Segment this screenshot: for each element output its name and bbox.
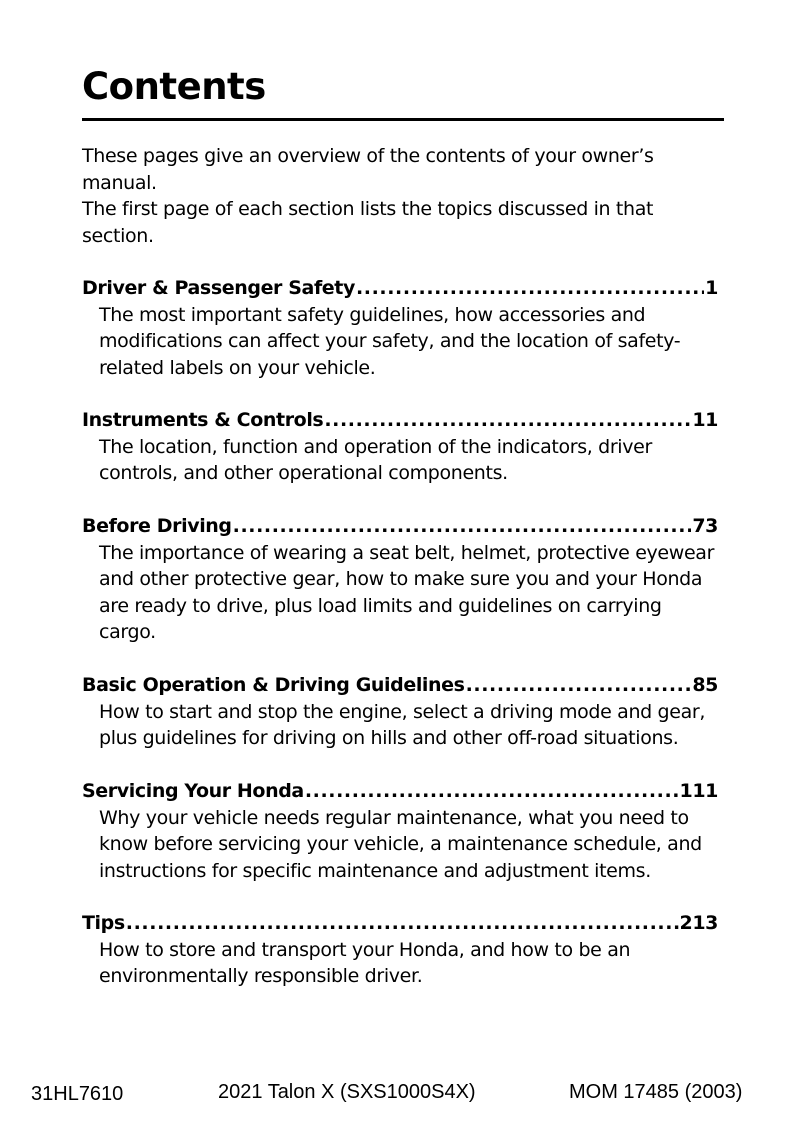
- toc-dot-leader: [305, 778, 679, 805]
- toc-entry-basic-operation[interactable]: [82, 672, 718, 752]
- toc-heading[interactable]: [82, 275, 718, 302]
- toc-entry-before-driving[interactable]: [82, 513, 718, 646]
- intro-line-1: These pages give an overview of the contents of your owner’s manual.: [82, 145, 654, 194]
- toc-page-number[interactable]: 11: [692, 409, 718, 431]
- toc-dot-leader: [466, 672, 692, 699]
- footer-part-number: 31HL7610: [31, 1083, 124, 1105]
- toc-heading[interactable]: [82, 407, 718, 434]
- title-rule: [82, 118, 724, 121]
- page-title: Contents: [82, 65, 266, 108]
- toc-page-number[interactable]: 85: [692, 674, 718, 696]
- toc-heading[interactable]: [82, 910, 718, 937]
- toc-page-number[interactable]: 1: [705, 277, 718, 299]
- toc-section-title[interactable]: Tips: [82, 912, 125, 934]
- toc-section-title[interactable]: Basic Operation & Driving Guidelines: [82, 674, 465, 696]
- footer-model-name: 2021 Talon X (SXS1000S4X): [218, 1081, 476, 1103]
- toc-dot-leader: [324, 407, 691, 434]
- toc-section-description: How to start and stop the engine, select a driving mode and gear, plus guidelines for driving on hills and other off-road situations.: [99, 700, 706, 749]
- toc-section-title[interactable]: Servicing Your Honda: [82, 780, 304, 802]
- toc-heading[interactable]: [82, 513, 718, 540]
- toc-heading[interactable]: [82, 672, 718, 699]
- intro-line-2: The first page of each section lists the topics discussed in that section.: [82, 198, 654, 247]
- toc-section-description: The location, function and operation of the indicators, driver controls, and other operational components.: [99, 435, 652, 484]
- toc-entry-tips[interactable]: [82, 910, 718, 990]
- toc-section-title[interactable]: Instruments & Controls: [82, 409, 324, 431]
- footer-document-code: MOM 17485 (2003): [569, 1081, 743, 1103]
- toc-section-title[interactable]: Driver & Passenger Safety: [82, 277, 355, 299]
- toc-dot-leader: [356, 275, 704, 302]
- toc-dot-leader: [233, 513, 692, 540]
- toc-section-description: The most important safety guidelines, how accessories and modifications can affect your safety, and the location of safety-related labels on your vehicle.: [99, 303, 681, 379]
- toc-section-description: Why your vehicle needs regular maintenance, what you need to know before servicing your vehicle, a maintenance schedule, and instructions for specific maintenance and adjustment items.: [99, 806, 702, 882]
- toc-page-number[interactable]: 73: [692, 515, 718, 537]
- toc-heading[interactable]: [82, 778, 718, 805]
- intro-text: [82, 143, 722, 249]
- toc-entry-instruments-controls[interactable]: [82, 407, 718, 487]
- toc-section-title[interactable]: Before Driving: [82, 515, 232, 537]
- toc-page-number[interactable]: 213: [679, 912, 718, 934]
- toc-dot-leader: [126, 910, 679, 937]
- toc-entry-driver-passenger-safety[interactable]: [82, 275, 718, 381]
- toc-section-description: How to store and transport your Honda, and how to be an environmentally responsible driver.: [99, 938, 631, 987]
- toc-entry-servicing-your-honda[interactable]: [82, 778, 718, 884]
- toc-page-number[interactable]: 111: [679, 780, 718, 802]
- toc-section-description: The importance of wearing a seat belt, helmet, protective eyewear and other protective gear, how to make sure you and your Honda are ready to drive, plus load limits and guidelines on carrying cargo.: [99, 541, 715, 643]
